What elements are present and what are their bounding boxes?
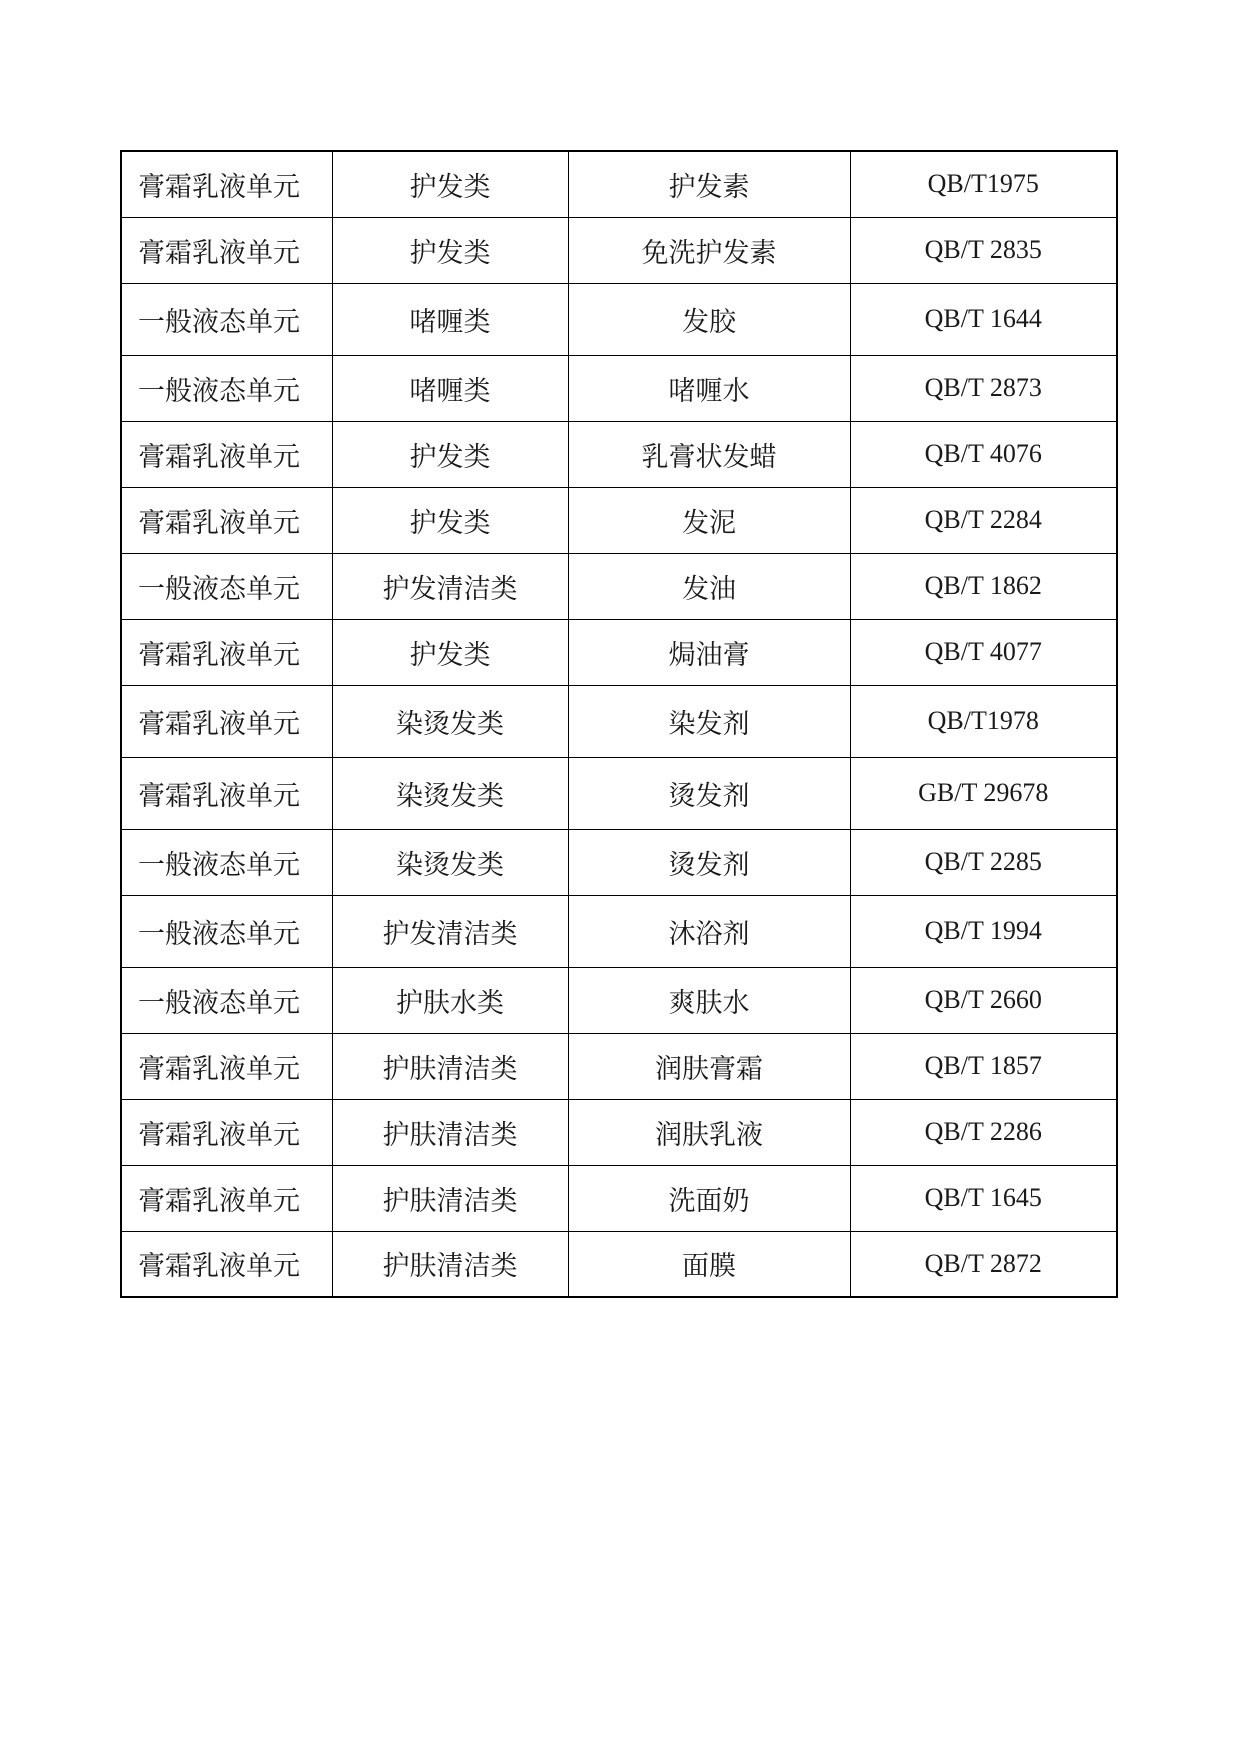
table-row [121, 487, 1117, 553]
product-cell: 免洗护发素 [568, 217, 850, 283]
production-unit-cell: 膏霜乳液单元 [121, 619, 332, 685]
category-cell: 护发类 [332, 151, 568, 217]
product-cell: 烫发剂 [568, 757, 850, 829]
production-unit-cell: 一般液态单元 [121, 553, 332, 619]
table-row [121, 1165, 1117, 1231]
production-unit-cell: 膏霜乳液单元 [121, 1165, 332, 1231]
standard-cell: QB/T 2872 [850, 1231, 1117, 1297]
category-cell: 护肤清洁类 [332, 1165, 568, 1231]
category-cell: 护肤清洁类 [332, 1231, 568, 1297]
production-unit-cell: 膏霜乳液单元 [121, 685, 332, 757]
table-row [121, 829, 1117, 895]
standard-cell: QB/T 2285 [850, 829, 1117, 895]
standard-cell: QB/T 1994 [850, 895, 1117, 967]
category-cell: 护肤清洁类 [332, 1033, 568, 1099]
production-unit-cell: 一般液态单元 [121, 967, 332, 1033]
category-cell: 护发类 [332, 619, 568, 685]
standard-cell: QB/T 1644 [850, 283, 1117, 355]
product-cell: 发油 [568, 553, 850, 619]
standard-cell: QB/T 1645 [850, 1165, 1117, 1231]
product-cell: 发胶 [568, 283, 850, 355]
product-cell: 乳膏状发蜡 [568, 421, 850, 487]
category-cell: 护发类 [332, 487, 568, 553]
standard-cell: QB/T 2284 [850, 487, 1117, 553]
category-cell: 啫喱类 [332, 283, 568, 355]
product-cell: 焗油膏 [568, 619, 850, 685]
production-unit-cell: 一般液态单元 [121, 829, 332, 895]
standard-cell: QB/T 4077 [850, 619, 1117, 685]
standard-cell: QB/T 2286 [850, 1099, 1117, 1165]
standard-cell: QB/T1975 [850, 151, 1117, 217]
production-unit-cell: 膏霜乳液单元 [121, 757, 332, 829]
category-cell: 护发清洁类 [332, 553, 568, 619]
product-cell: 润肤膏霜 [568, 1033, 850, 1099]
table-row [121, 895, 1117, 967]
standard-cell: QB/T 1862 [850, 553, 1117, 619]
category-cell: 护发类 [332, 217, 568, 283]
standard-cell: QB/T 2660 [850, 967, 1117, 1033]
product-cell: 润肤乳液 [568, 1099, 850, 1165]
table-row [121, 151, 1117, 217]
production-unit-cell: 一般液态单元 [121, 355, 332, 421]
table-row [121, 619, 1117, 685]
category-cell: 染烫发类 [332, 829, 568, 895]
product-cell: 洗面奶 [568, 1165, 850, 1231]
product-cell: 沐浴剂 [568, 895, 850, 967]
product-cell: 护发素 [568, 151, 850, 217]
table-row [121, 355, 1117, 421]
product-cell: 爽肤水 [568, 967, 850, 1033]
production-unit-cell: 一般液态单元 [121, 283, 332, 355]
standard-cell: QB/T 2873 [850, 355, 1117, 421]
standard-cell: QB/T 1857 [850, 1033, 1117, 1099]
table-row [121, 283, 1117, 355]
production-unit-cell: 膏霜乳液单元 [121, 421, 332, 487]
product-cell: 面膜 [568, 1231, 850, 1297]
category-cell: 护发清洁类 [332, 895, 568, 967]
production-unit-cell: 膏霜乳液单元 [121, 1099, 332, 1165]
category-cell: 护肤清洁类 [332, 1099, 568, 1165]
category-cell: 护肤水类 [332, 967, 568, 1033]
category-cell: 啫喱类 [332, 355, 568, 421]
product-cell: 烫发剂 [568, 829, 850, 895]
production-unit-cell: 一般液态单元 [121, 895, 332, 967]
cosmetics-standards-table [120, 150, 1118, 1298]
product-cell: 发泥 [568, 487, 850, 553]
standard-cell: QB/T1978 [850, 685, 1117, 757]
production-unit-cell: 膏霜乳液单元 [121, 151, 332, 217]
table-row [121, 421, 1117, 487]
product-cell: 啫喱水 [568, 355, 850, 421]
table-row [121, 757, 1117, 829]
category-cell: 染烫发类 [332, 757, 568, 829]
table-row [121, 553, 1117, 619]
standard-cell: GB/T 29678 [850, 757, 1117, 829]
product-cell: 染发剂 [568, 685, 850, 757]
production-unit-cell: 膏霜乳液单元 [121, 1231, 332, 1297]
category-cell: 染烫发类 [332, 685, 568, 757]
production-unit-cell: 膏霜乳液单元 [121, 487, 332, 553]
table-row [121, 1033, 1117, 1099]
standard-cell: QB/T 4076 [850, 421, 1117, 487]
production-unit-cell: 膏霜乳液单元 [121, 1033, 332, 1099]
table-row [121, 967, 1117, 1033]
table-row [121, 1099, 1117, 1165]
table-row [121, 217, 1117, 283]
table-row [121, 685, 1117, 757]
category-cell: 护发类 [332, 421, 568, 487]
table-row [121, 1231, 1117, 1297]
production-unit-cell: 膏霜乳液单元 [121, 217, 332, 283]
standard-cell: QB/T 2835 [850, 217, 1117, 283]
